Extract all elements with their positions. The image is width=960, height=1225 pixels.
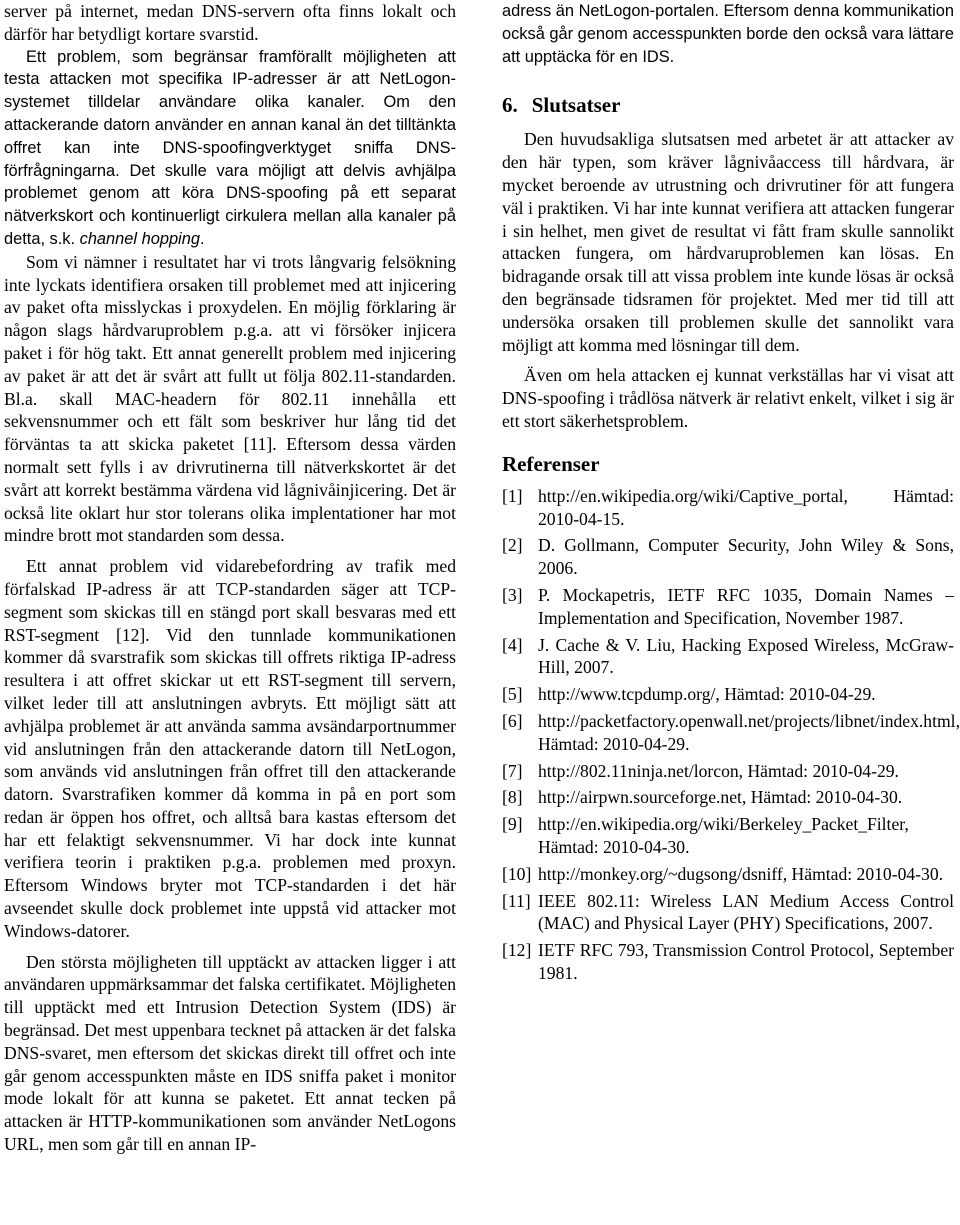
paragraph — [4, 46, 456, 251]
paragraph-text: Ett problem, som begränsar framförallt möjligheten att testa attacken mot specifika IP-adresser är att NetLogon-systemet tilldelar användare olika kanaler. Om den attackerande datorn använder en annan kanal än det tilltänkta offret kan inte DNS-spoofingverktyget sniffa DNS-förfrågningarna. Det skulle vara möjligt att delvis avhjälpa problemet genom att köra DNS-spoofing på ett separat nätverkskort och kontinuerligt cirkulera mellan alla kanaler på detta, s.k. — [4, 47, 456, 248]
right-column — [502, 0, 960, 989]
reference-number: [9] — [502, 814, 523, 835]
paragraph: Den största möjligheten till upptäckt av attacken ligger i att användaren uppmärksammar det falska certifikatet. Möjligheten till upptäckt med ett Intrusion Detection System (IDS) är begränsad. Det mest uppenbara tecknet på attacken är det falska DNS-svaret, men eftersom det skickas direkt till offret och inte går genom accesspunkten måste en IDS sniffa paket i monitor mode lokalt för att kunna se paketet. Ett annat tecken på attacken är HTTP-kommunikationen som använder NetLogons URL, men som går till en annan IP- — [4, 951, 456, 1155]
references-list — [502, 485, 960, 985]
paragraph: Ett annat problem vid vidarebefordring av trafik med förfalskad IP-adress är att TCP-standarden säger att TCP-segment som skickas till en stängd port skall besvaras med ett RST-segment [12]. Vid den tunnlade kommunikationen kommer då svarstrafik som skickas till offrets riktiga IP-adress resultera i att offret skickar ut ett RST-segment till servern, vilket leder till att anslutningen avbryts. Ett möjligt sätt att avhjälpa problemet är att använda samma avsändarportnummer vid anslutningen från den attackerande datorn till NetLogon, som används vid anslutningen från offret till den attackerande datorn. Svarstrafiken kommer då komma in på en port som redan är öppen hos offret, och alltså bara kastas eftersom det har ett felaktigt sekvensnummer. Vi har dock inte kunnat verifiera teorin i praktiken p.g.a. problemen med proxyn. Eftersom Windows bryter mot TCP-standarden i det här avseendet skulle dock problemet inte uppstå vid attacker mot Windows-datorer. — [4, 556, 456, 941]
reference-item — [502, 710, 960, 756]
reference-number: [10] — [502, 863, 532, 884]
reference-text: P. Mockapetris, IETF RFC 1035, Domain Names – Implementation and Specification, November 1987. — [538, 584, 954, 628]
reference-number: [7] — [502, 760, 523, 781]
section-number: 6. — [502, 93, 518, 118]
reference-number: [8] — [502, 787, 523, 808]
reference-item — [502, 890, 954, 936]
paragraph: Som vi nämner i resultatet har vi trots långvarig felsökning inte lyckats identifiera orsaken till problemet med att injicering av paket ofta misslyckas i proxydelen. En möjlig förklaring är någon slags hårdvaruproblem p.g.a. att vi försöker injicera paket i för hög takt. Ett annat generellt problem med injicering av paket är att det är svårt att fullt ut följa 802.11-standarden. Bl.a. skall MAC-headern för 802.11 innehålla ett sekvensnummer och ett fält som beskriver hur lång tid det förväntas ta att skicka paketet [11]. Eftersom dessa värden normalt sett fylls i av drivrutinerna till nätverkskortet är det svårt att korrekt bestämma värdena vid lågnivåinjicering. Det är också lite oklart hur stor tolerans olika implentationer har mot mindre brott mot standarden som dessa. — [4, 251, 456, 546]
section-title: Slutsatser — [531, 93, 621, 118]
reference-number: [4] — [502, 634, 523, 655]
reference-text: IEEE 802.11: Wireless LAN Medium Access Control (MAC) and Physical Layer (PHY) Specifications, 2007. — [538, 890, 954, 934]
reference-item — [502, 863, 954, 886]
reference-text: http://airpwn.sourceforge.net, Hämtad: 2010-04-30. — [538, 787, 903, 808]
paragraph: adress än NetLogon-portalen. Eftersom denna kommunikation också går genom accesspunkten borde den också vara lättare att upptäcka för en IDS. — [502, 2, 954, 66]
reference-text: J. Cache & V. Liu, Hacking Exposed Wireless, McGraw-Hill, 2007. — [538, 634, 954, 678]
section-heading — [502, 92, 954, 118]
reference-text: http://packetfactory.openwall.net/projects/libnet/index.html, Hämtad: 2010-04-29. — [538, 710, 960, 754]
reference-text: http://en.wikipedia.org/wiki/Captive_portal, Hämtad: 2010-04-15. — [538, 485, 954, 529]
reference-item — [502, 786, 954, 809]
reference-item — [502, 939, 954, 985]
references-heading: Referenser — [502, 451, 600, 476]
reference-number: [1] — [502, 485, 523, 506]
reference-number: [2] — [502, 535, 523, 556]
reference-item — [502, 813, 954, 859]
reference-text: http://802.11ninja.net/lorcon, Hämtad: 2010-04-29. — [538, 760, 899, 781]
reference-text: D. Gollmann, Computer Security, John Wiley & Sons, 2006. — [538, 535, 954, 579]
reference-text: http://monkey.org/~dugsong/dsniff, Hämtad: 2010-04-30. — [538, 863, 944, 884]
reference-text: http://www.tcpdump.org/, Hämtad: 2010-04-29. — [538, 684, 876, 705]
italic-term: channel hopping — [79, 229, 200, 248]
reference-item — [502, 584, 954, 630]
reference-text: IETF RFC 793, Transmission Control Protocol, September 1981. — [538, 940, 954, 983]
paragraph-text: . — [199, 229, 205, 248]
reference-number: [12] — [502, 940, 532, 961]
reference-item — [502, 634, 954, 680]
left-column — [4, 0, 456, 1156]
paragraph: server på internet, medan DNS-servern ofta finns lokalt och därför har betydligt kortare svarstid. — [4, 1, 456, 44]
reference-number: [11] — [502, 890, 531, 911]
reference-number: [6] — [502, 710, 523, 731]
reference-item — [502, 485, 954, 531]
reference-item — [502, 683, 954, 706]
reference-item — [502, 534, 954, 580]
reference-item — [502, 760, 954, 783]
reference-number: [3] — [502, 584, 523, 605]
paragraph: Även om hela attacken ej kunnat verkställas har vi visat att DNS-spoofing i trådlösa nätverk är relativt enkelt, vilket i sig är ett stort säkerhetsproblem. — [502, 365, 954, 431]
reference-number: [5] — [502, 684, 523, 705]
reference-text: http://en.wikipedia.org/wiki/Berkeley_Packet_Filter, Hämtad: 2010-04-30. — [538, 814, 909, 857]
paragraph: Den huvudsakliga slutsatsen med arbetet är att attacker av den här typen, som kräver lågnivåaccess till hårdvara, är mycket beroende av utrustning och drivrutiner för att fungera väl i praktiken. Vi har inte kunnat verifiera att attacken fungerar i sin helhet, men givet de resultat vi fått fram skulle sannolikt attacken fungera, om hårdvaruproblemen kan lösas. En bidragande orsak till att vissa problem inte kunde lösas är också den begränsade tidsramen för projektet. Med mer tid till att undersöka orsaken till problemen skulle det sannolikt vara möjligt att komma med lösningar till dem. — [502, 129, 954, 355]
